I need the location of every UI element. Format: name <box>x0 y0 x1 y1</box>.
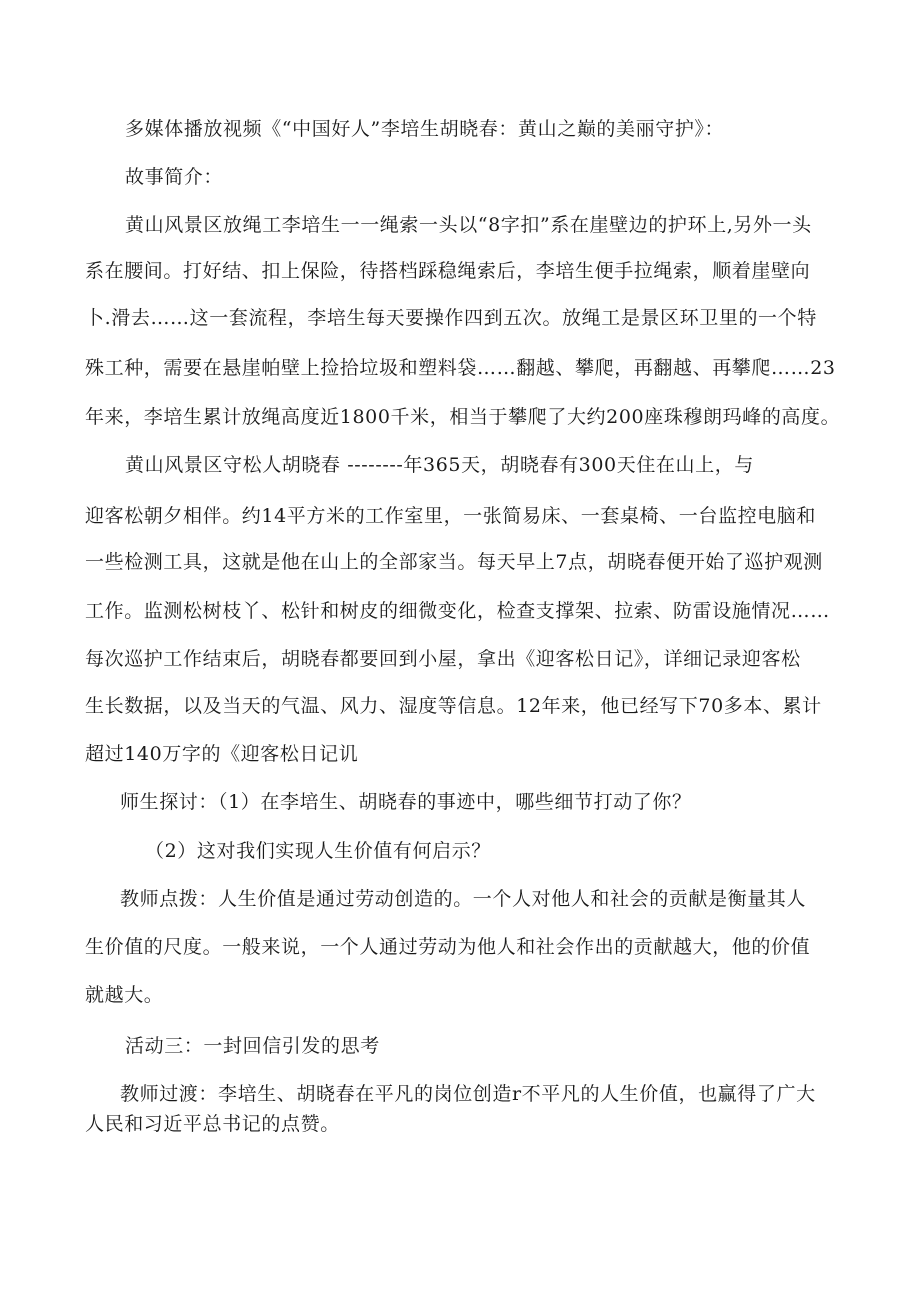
story2-line: 黄山风景区守松人胡晓春 --------年365天，胡晓春有300天住在山上，与 <box>125 454 754 476</box>
story1-line: 卜.滑去……这一套流程，李培生每天要操作四到五次。放绳工是景区环卫里的一个特 <box>85 307 817 329</box>
story2-line: 工作。监测松树枝丫、松针和树皮的细微变化，检查支撑架、拉索、防雷设施情况…… <box>85 600 830 622</box>
activity3-heading: 活动三：一封回信引发的思考 <box>125 1035 380 1057</box>
story2-line: 超过140万字的《迎客松日记讥 <box>85 743 359 765</box>
teacher-guidance-line: 就越大。 <box>85 984 164 1006</box>
story1-line: 年来，李培生累计放绳高度近1800千米，相当于攀爬了大约200座珠穆朗玛峰的高度。 <box>85 406 841 428</box>
discussion-question-1: 师生探讨：（1）在李培生、胡晓春的事迹中，哪些细节打动了你？ <box>120 791 692 813</box>
story1-line: 黄山风景区放绳工李培生一一绳索一头以“8字扣”系在崖壁边的护环上,另外一头 <box>125 214 812 236</box>
story2-line: 每次巡护工作结束后，胡晓春都要回到小屋，拿出《迎客松日记》，详细记录迎客松 <box>85 648 801 670</box>
story2-line: 迎客松朝夕相伴。约14平方米的工作室里，一张简易床、一套桌椅、一台监控电脑和 <box>85 505 816 527</box>
intro-line: 多媒体播放视频《“中国好人”李培生胡晓春：黄山之巅的美丽守护》： <box>125 118 725 140</box>
story2-line: 生长数据，以及当天的气温、风力、湿度等信息。12年来，他已经写下70多本、累计 <box>85 695 822 717</box>
story1-line: 殊工种，需要在悬崖帕壁上捡拾垃圾和塑料袋……翻越、攀爬，再翻越、再攀爬……23 <box>85 357 836 379</box>
teacher-guidance-line: 教师点拨：人生价值是通过劳动创造的。一个人对他人和社会的贡献是衡量其人 <box>120 888 807 910</box>
teacher-transition-line: 教师过渡：李培生、胡晓春在平凡的岗位创造r不平凡的人生价值，也赢得了广大 <box>120 1083 816 1105</box>
teacher-transition-line: 人民和习近平总书记的点赞。 <box>85 1113 340 1135</box>
story2-line: 一些检测工具，这就是他在山上的全部家当。每天早上7点，胡晓春便开始了巡护观测 <box>85 551 823 573</box>
teacher-guidance-line: 生价值的尺度。一般来说，一个人通过劳动为他人和社会作出的贡献越大，他的价值 <box>85 936 811 958</box>
story1-line: 系在腰间。打好结、扣上保险，待搭档踩稳绳索后，李培生便手拉绳索，顺着崖壁向 <box>85 260 811 282</box>
discussion-question-2: （2）这对我们实现人生价值有何启示？ <box>145 840 491 862</box>
story-heading: 故事简介： <box>125 166 224 188</box>
